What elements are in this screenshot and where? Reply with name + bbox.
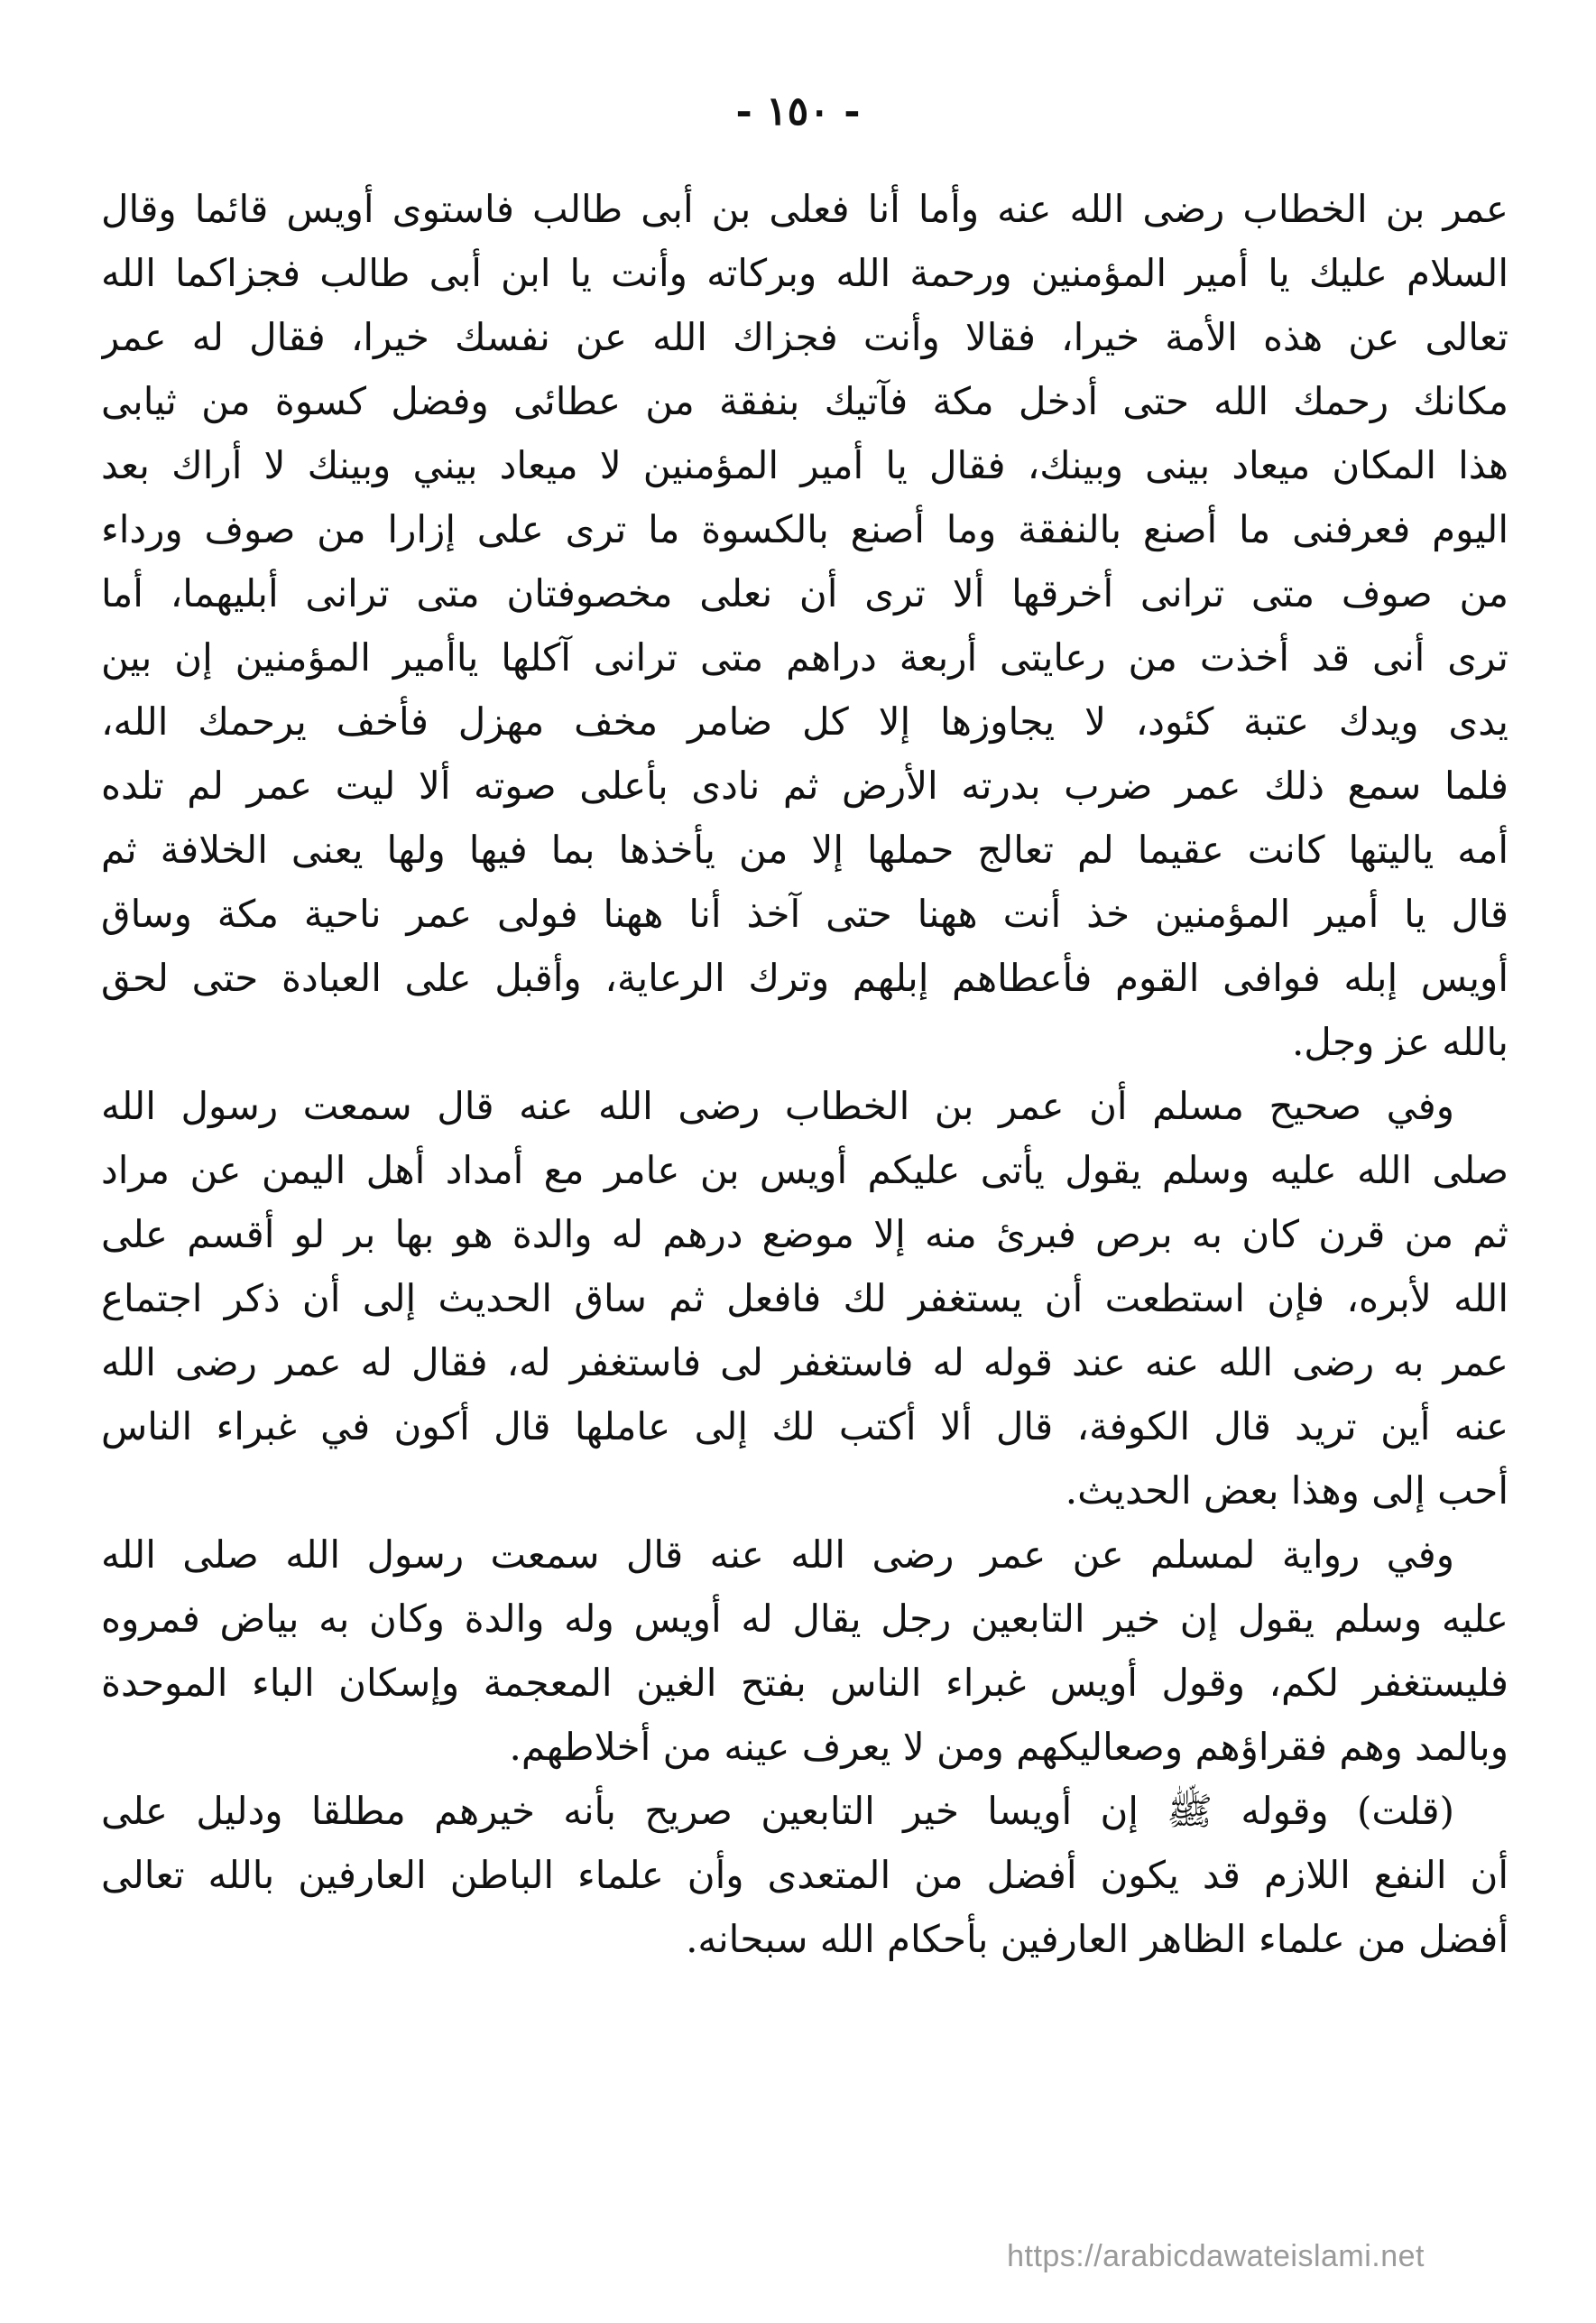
text-line: مكانك رحمك الله حتى أدخل مكة فآتيك بنفقة من عطائى وفضل كسوة من ثيابى [101,379,1508,423]
text-line: فلما سمع ذلك عمر ضرب بدرته الأرض ثم نادى بأعلى صوته ألا ليت عمر لم تلده [101,764,1508,808]
text-line: عنه أين تريد قال الكوفة، قال ألا أكتب لك إلى عاملها قال أكون في غبراء الناس [101,1404,1508,1448]
text-line: عمر بن الخطاب رضى الله عنه وأما أنا فعلى بن أبى طالب فاستوى أويس قائما وقال [101,187,1508,231]
body-text [101,177,1508,1971]
text-line: عليه وسلم يقول إن خير التابعين رجل يقال له أويس وله والدة وكان به بياض فمروه [101,1596,1508,1641]
text-line: يدى ويدك عتبة كئود، لا يجاوزها إلا كل ضامر مخف مهزل فأخف يرحمك الله، [101,699,1508,744]
text-line: صلى الله عليه وسلم يقول يأتى عليكم أويس بن عامر مع أمداد أهل اليمن عن مراد [101,1148,1508,1192]
text-line: من صوف متى ترانى أخرقها ألا ترى أن نعلى مخصوفتان متى ترانى أبليهما، أما [101,571,1508,615]
text-line: أن النفع اللازم قد يكون أفضل من المتعدى وأن علماء الباطن العارفين بالله تعالى [101,1853,1508,1897]
text-line: وبالمد وهم فقراؤهم وصعاليكهم ومن لا يعرف عينه من أخلاطهم. [509,1725,1508,1769]
text-line: تعالى عن هذه الأمة خيرا، فقالا وأنت فجزاك الله عن نفسك خيرا، فقال له عمر [101,315,1508,359]
text-line: أحب إلى وهذا بعض الحديث. [1065,1468,1508,1513]
text-line: (قلت) وقوله ﷺ إن أويسا خير التابعين صريح بأنه خيرهم مطلقا ودليل على [101,1789,1454,1833]
text-line: الله لأبره، فإن استطعت أن يستغفر لك فافعل ثم ساق الحديث إلى أن ذكر اجتماع [101,1276,1508,1320]
text-line: بالله عز وجل. [1291,1020,1508,1064]
text-line: وفي رواية لمسلم عن عمر رضى الله عنه قال سمعت رسول الله صلى الله [101,1532,1454,1577]
text-line: هذا المكان ميعاد بينى وبينك، فقال يا أمير المؤمنين لا ميعاد بيني وبينك لا أراك بعد [101,443,1508,487]
text-line: عمر به رضى الله عنه عند قوله له فاستغفر لى فاستغفر له، فقال له عمر رضى الله [101,1340,1508,1384]
text-line: اليوم فعرفنى ما أصنع بالنفقة وما أصنع بالكسوة ما ترى على إزارا من صوف ورداء [101,507,1508,551]
text-line: فليستغفر لكم، وقول أويس غبراء الناس بفتح الغين المعجمة وإسكان الباء الموحدة [101,1661,1508,1705]
text-line: السلام عليك يا أمير المؤمنين ورحمة الله وبركاته وأنت يا ابن أبى طالب فجزاكما الله [101,251,1508,295]
text-line: أفضل من علماء الظاهر العارفين بأحكام الله سبحانه. [686,1917,1508,1961]
watermark-url: https://arabicdawateislami.net [1007,2239,1425,2273]
text-line: وفي صحيح مسلم أن عمر بن الخطاب رضى الله عنه قال سمعت رسول الله [101,1084,1454,1128]
text-line: ترى أنى قد أخذت من رعايتى أربعة دراهم متى ترانى آكلها ياأمير المؤمنين إن بين [101,635,1508,680]
page-number: - ١٥٠ - [735,88,861,134]
text-line: أمه ياليتها كانت عقيما لم تعالج حملها إلا من يأخذها بما فيها ولها يعنى الخلافة ثم [101,828,1508,872]
text-line: قال يا أمير المؤمنين خذ أنت ههنا حتى آخذ أنا ههنا فولى عمر ناحية مكة وساق [101,892,1508,936]
text-line: ثم من قرن كان به برص فبرئ منه إلا موضع درهم له والدة هو بها بر لو أقسم على [101,1212,1508,1256]
text-line: أويس إبله فوافى القوم فأعطاهم إبلهم وترك الرعاية، وأقبل على العبادة حتى لحق [101,956,1508,1000]
